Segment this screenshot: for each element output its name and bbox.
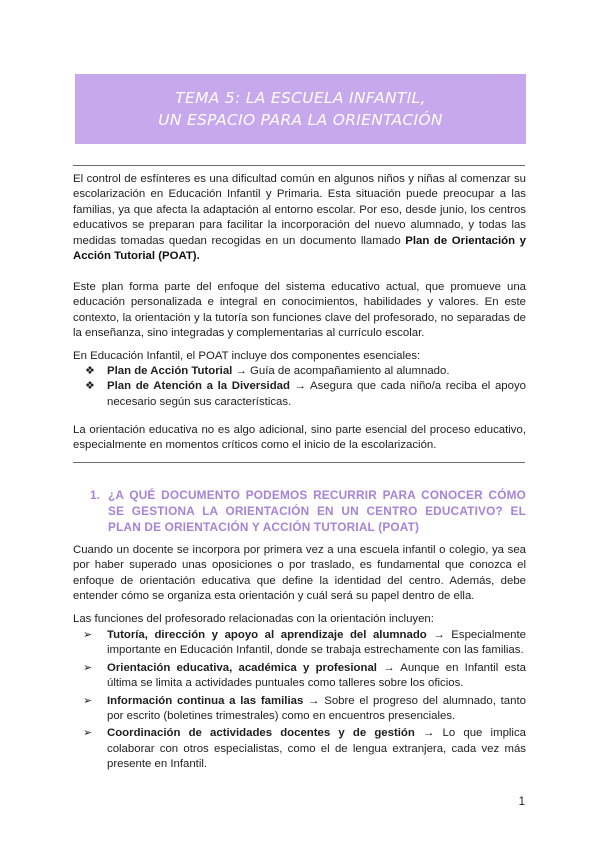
title-banner: [75, 74, 526, 144]
intro-paragraph-3: En Educación Infantil, el POAT incluye dos componentes esenciales:: [73, 350, 421, 362]
list-item: ➢ Información continua a las familias → Sobre el progreso del alumnado, tanto por escrito (boletines trimestrales) como en encuentros presenciales.: [83, 694, 526, 723]
diamond-bullet-icon: ❖: [85, 380, 95, 393]
section-1-paragraph-1: Cuando un docente se incorpora por primera vez a una escuela infantil o colegio, ya sea por haber superado unas oposiciones o por traslado, es fundamental que conozca el enfoque de orientación educativa que define la identidad del centro. Además, debe entender cómo se organiza esta orientación y cuál será su papel dentro de ella.: [73, 544, 526, 603]
section-1-number: 1.: [90, 488, 101, 502]
arrow-bullet-icon: ➢: [83, 694, 93, 707]
section-1-heading: [90, 487, 526, 535]
section-1-paragraph-2: Las funciones del profesorado relacionadas con la orientación incluyen:: [73, 613, 434, 625]
list-item: ❖ Plan de Acción Tutorial → Guía de acompañamiento al alumnado.: [73, 364, 526, 379]
intro-paragraph-1: [73, 172, 526, 264]
arrow-bullet-icon: ➢: [83, 661, 93, 674]
components-list: [73, 364, 526, 410]
list-item: ➢ Coordinación de actividades docentes y de gestión → Lo que implica colaborar con otros especialistas, como el de lengua extranjera, cada vez más presente en Infantil.: [83, 727, 526, 771]
divider-top: [73, 165, 525, 166]
title-line-1: TEMA 5: LA ESCUELA INFANTIL,: [175, 89, 426, 107]
section-1-title: ¿A QUÉ DOCUMENTO PODEMOS RECURRIR PARA CONOCER CÓMO SE GESTIONA LA ORIENTACIÓN EN UN CENTRO EDUCATIVO? EL PLAN DE ORIENTACIÓN Y ACCIÓN TUTORIAL (POAT): [108, 488, 526, 534]
diamond-bullet-icon: ❖: [85, 365, 95, 377]
list-item: ➢ Tutoría, dirección y apoyo al aprendizaje del alumnado → Especialmente importante en Educación Infantil, donde se trabaja estrechamente con las familias.: [83, 629, 527, 657]
title-line-2: UN ESPACIO PARA LA ORIENTACIÓN: [158, 111, 443, 129]
list-item: ➢ Orientación educativa, académica y profesional → Aunque en Infantil esta última se limita a actividades puntuales como talleres sobre los oficios.: [83, 661, 527, 690]
page-number: 1: [518, 796, 525, 808]
list-item: ❖ Plan de Atención a la Diversidad → Asegura que cada niño/a reciba el apoyo necesario según sus características.: [85, 380, 526, 408]
divider-middle: [73, 462, 525, 463]
intro-paragraph-4: La orientación educativa no es algo adicional, sino parte esencial del proceso educativo, especialmente en momentos críticos como el inicio de la escolarización.: [73, 424, 526, 452]
arrow-bullet-icon: ➢: [83, 629, 93, 641]
functions-list: [73, 628, 526, 775]
intro-p1-bold: Plan de Orientación y Acción Tutorial (POAT).: [73, 234, 526, 263]
intro-p1-text: El control de esfínteres es una dificultad común en algunos niños y niñas al comenzar su escolarización en Educación Infantil y Primaria. Esta situación puede preocupar a las familias, ya que afecta la adaptación al entorno escolar. Por eso, desde junio, los centros educativos se preparan para facilitar la incorporación del nuevo alumnado, y todas las medidas tomadas quedan recogidas en un documento llamado: [73, 173, 526, 247]
intro-paragraph-2: Este plan forma parte del enfoque del sistema educativo actual, que promueve una educación personalizada e integral en conocimientos, habilidades y valores. En este contexto, la orientación y la tutoría son funciones clave del profesorado, no separadas de la enseñanza, sino integradas y complementarias al currículo escolar.: [73, 281, 526, 340]
arrow-bullet-icon: ➢: [83, 727, 93, 740]
